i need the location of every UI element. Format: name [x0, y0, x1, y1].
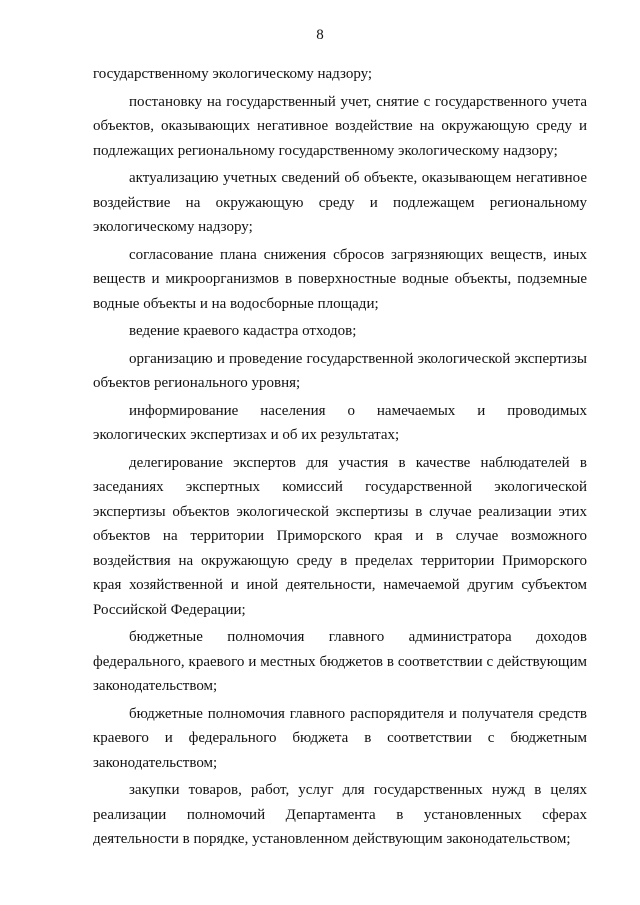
paragraph: бюджетные полномочия главного администратора доходов федерального, краевого и местных бюджетов в соответствии с действующим законодательством; [93, 629, 587, 694]
paragraph: информирование населения о намечаемых и проводимых экологических экспертизах и об их результатах; [93, 402, 587, 443]
paragraph: бюджетные полномочия главного распорядителя и получателя средств краевого и федерального бюджета в соответствии с бюджетным законодательством; [93, 705, 587, 771]
paragraph: организацию и проведение государственной экологической экспертизы объектов регионального уровня; [93, 350, 587, 391]
paragraph: постановку на государственный учет, снятие с государственного учета объектов, оказывающих негативное воздействие на окружающую среду и подлежащих региональному государственному экологическому надзору; [93, 93, 587, 159]
paragraph: ведение краевого кадастра отходов; [129, 323, 357, 339]
document-body [93, 62, 587, 855]
paragraph: согласование плана снижения сбросов загрязняющих веществ, иных веществ и микроорганизмов в поверхностные водные объекты, подземные водные объекты и на водосборные площади; [93, 246, 587, 312]
paragraph: актуализацию учетных сведений об объекте, оказывающем негативное воздействие на окружающую среду и подлежащем региональному экологическому надзору; [93, 170, 587, 235]
paragraph: делегирование экспертов для участия в качестве наблюдателей в заседаниях экспертных комиссий государственной экологической экспертизы объектов экологической экспертизы в случае реализации этих объектов на территории Приморского края и в случае возможного воздействия на окружающую среду в пределах территории Приморского края хозяйственной и иной деятельности, намечаемой другим субъектом Российской Федерации; [93, 454, 587, 618]
page-number: 8 [316, 27, 324, 43]
paragraph: государственному экологическому надзору; [93, 66, 373, 82]
paragraph: закупки товаров, работ, услуг для государственных нужд в целях реализации полномочий Департамента в установленных сферах деятельности в порядке, установленном действующим законодательством; [93, 782, 587, 847]
